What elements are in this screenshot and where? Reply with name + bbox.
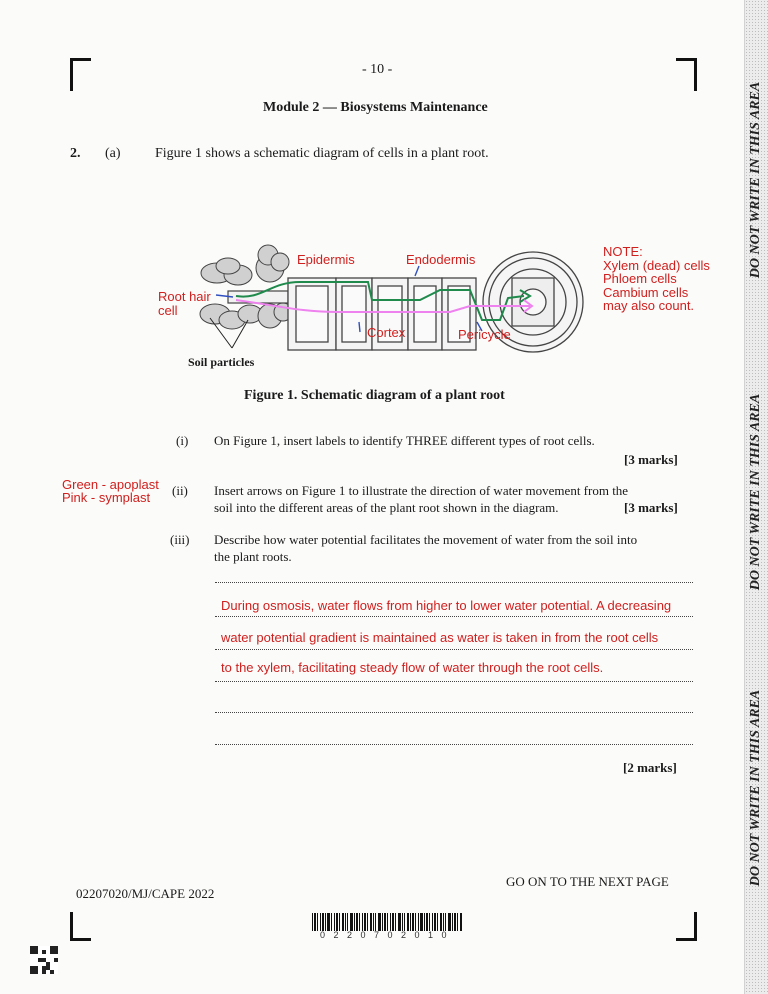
subq-ii-text-line1: Insert arrows on Figure 1 to illustrate the direction of water movement from the [214,483,629,498]
note-line-3: Cambium cells [603,284,689,300]
label-soil-particles: Soil particles [188,355,255,369]
subq-i-number: (i) [176,433,189,448]
corner-mark-bottom-right [676,912,697,941]
page-number: - 10 - [362,62,393,77]
note-line-0: NOTE: [603,244,643,259]
answer-text-1: During osmosis, water flows from higher to lower water potential. A decreasing [221,598,672,613]
label-epidermis: Epidermis [297,252,355,267]
margin-warning-middle: DO NOT WRITE IN THIS AREA [748,393,763,591]
question-number: 2. [70,146,81,161]
subq-iii-marks: [2 marks] [623,760,677,775]
module-title: Module 2 — Biosystems Maintenance [263,100,488,115]
answer-line-6[interactable] [215,740,693,745]
corner-mark-top-left [70,58,91,91]
qr-code [30,946,58,974]
margin-warning-bottom: DO NOT WRITE IN THIS AREA [748,689,763,887]
barcode-digits: 0 2 2 0 7 0 2 0 1 0 [320,930,450,940]
subq-ii-text-line2: soil into the different areas of the plant root shown in the diagram. [214,500,559,515]
barcode [312,913,462,931]
label-pericycle: Pericycle [458,327,511,342]
answer-line-3[interactable] [215,645,693,650]
soil-particle-cluster-top [201,245,289,285]
answer-line-5[interactable] [215,708,693,713]
subq-iii-text-line2: the plant roots. [214,549,292,564]
margin-warning-top: DO NOT WRITE IN THIS AREA [748,81,763,279]
answer-line-4[interactable] [215,677,693,682]
go-on-next-page: GO ON TO THE NEXT PAGE [506,874,669,889]
legend-symplast: Pink - symplast [62,490,151,505]
subq-iii-text-line1: Describe how water potential facilitates the movement of water from the soil into [214,532,638,547]
question-part: (a) [105,146,121,161]
corner-mark-bottom-left [70,912,91,941]
annotation-note [603,245,710,313]
label-endodermis: Endodermis [406,252,476,267]
question-intro: Figure 1 shows a schematic diagram of cells in a plant root. [155,146,489,161]
note-line-1: Xylem (dead) cells [603,257,710,273]
answer-text-2: water potential gradient is maintained as water is taken in from the root cells [221,630,659,645]
figure-caption: Figure 1. Schematic diagram of a plant root [244,388,505,403]
plant-root-diagram [150,240,600,360]
label-root-hair [158,290,211,318]
subq-ii-number: (ii) [172,483,188,498]
label-root-hair-line2: cell [158,303,178,318]
corner-mark-top-right [676,58,697,91]
note-line-2: Phloem cells [603,271,677,286]
subq-ii-marks: [3 marks] [624,500,678,515]
answer-line-1[interactable] [215,578,693,583]
legend-apoplast: Green - apoplast [62,477,159,492]
label-root-hair-line1: Root hair [158,289,211,304]
subq-i-text: On Figure 1, insert labels to identify THREE different types of root cells. [214,433,595,448]
subq-i-marks: [3 marks] [624,452,678,467]
note-line-4: may also count. [603,298,695,313]
subq-iii-number: (iii) [170,532,190,547]
answer-text-3: to the xylem, facilitating steady flow of water through the root cells. [221,660,604,675]
paper-code: 02207020/MJ/CAPE 2022 [76,886,215,901]
label-cortex: Cortex [367,325,406,340]
